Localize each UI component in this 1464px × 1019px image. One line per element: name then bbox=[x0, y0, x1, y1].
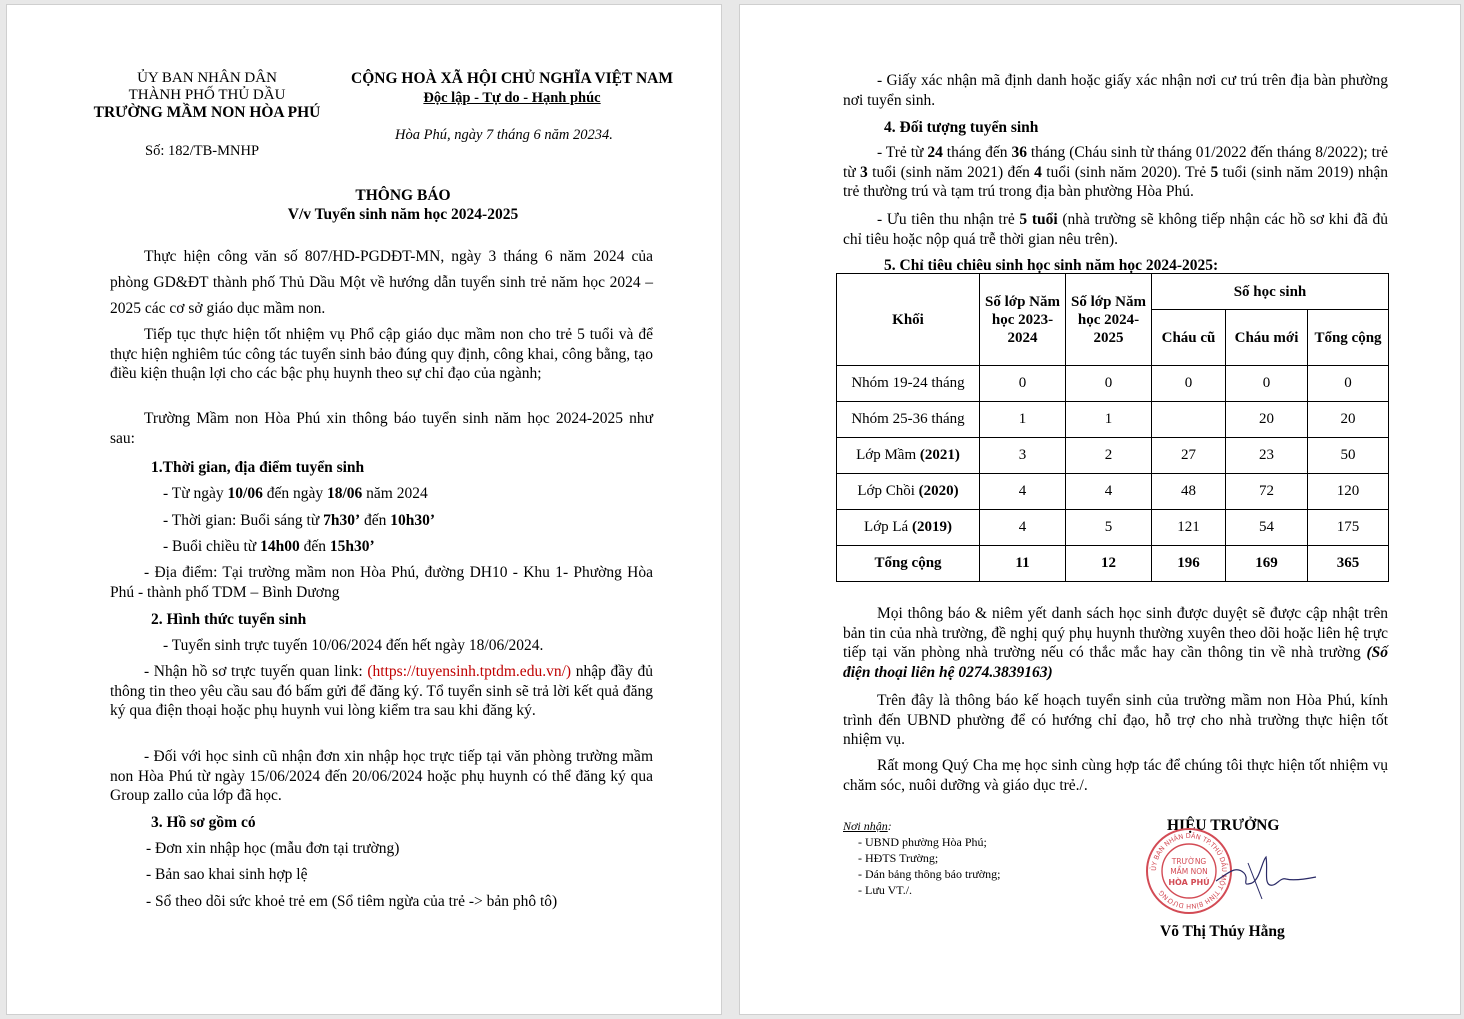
header-classes-2024-2025: Số lớp Năm học 2024-2025 bbox=[1066, 274, 1152, 366]
table-cell: 175 bbox=[1308, 510, 1389, 546]
section-3-item-3: - Sổ theo dõi sức khoẻ trẻ em (Sổ tiêm ngừa của trẻ -> bản phô tô) bbox=[146, 893, 558, 910]
table-cell: 4 bbox=[980, 474, 1066, 510]
table-cell-khoi: Lớp Chồi (2020) bbox=[837, 474, 980, 510]
section-2-online-period: - Tuyển sinh trực tuyến 10/06/2024 đến hết ngày 18/06/2024. bbox=[163, 637, 544, 654]
table-cell: 0 bbox=[1152, 366, 1226, 402]
table-cell: 365 bbox=[1308, 546, 1389, 582]
signatory-name: Võ Thị Thúy Hằng bbox=[1160, 923, 1285, 940]
intro-paragraph-2: Tiếp tục thực hiện tốt nhiệm vụ Phổ cập giáo dục mầm non cho trẻ 5 tuổi và để thực hiện nghiêm túc công tác tuyển sinh bảo đúng quy định, công khai, công bằng, tạo điều kiện thuận lợi cho các bậc phụ huynh theo sự chỉ đạo của ngành; bbox=[110, 326, 653, 382]
closing-paragraph-1: Mọi thông báo & niêm yết danh sách học sinh được duyệt sẽ được cập nhật trên bản tin của nhà trường, đề nghị quý phụ huynh thường xuyên theo dõi hoặc liên hệ trực tiếp tại văn phòng nhà trường nếu có thắc mắc hay cần thông tin về nhà trường (Số điện thoại liên hệ 0274.3839163) bbox=[843, 605, 1388, 681]
notice-subject: V/v Tuyển sinh năm học 2024-2025 bbox=[287, 206, 519, 223]
section-1-morning: - Thời gian: Buổi sáng từ 7h30’ đến 10h30’ bbox=[163, 512, 436, 529]
table-cell: 20 bbox=[1226, 402, 1308, 438]
table-cell: 72 bbox=[1226, 474, 1308, 510]
table-body bbox=[837, 366, 1389, 546]
section-3-item-2: - Bản sao khai sinh hợp lệ bbox=[146, 866, 308, 883]
registration-link[interactable]: (https://tuyensinh.tptdm.edu.vn/) bbox=[367, 663, 572, 680]
table-cell: 196 bbox=[1152, 546, 1226, 582]
table-row bbox=[837, 366, 1389, 402]
handwritten-signature-icon bbox=[1210, 843, 1320, 903]
document-page-1 bbox=[6, 4, 722, 1015]
table-cell-khoi: Lớp Mầm (2021) bbox=[837, 438, 980, 474]
section-3-item-1: - Đơn xin nhập học (mẫu đơn tại trường) bbox=[146, 840, 400, 857]
table-cell: 169 bbox=[1226, 546, 1308, 582]
table-cell: 5 bbox=[1066, 510, 1152, 546]
intro-paragraph-3: Trường Mầm non Hòa Phú xin thông báo tuyển sinh năm học 2024-2025 như sau: bbox=[110, 410, 653, 447]
table-cell-khoi: Nhóm 19-24 tháng bbox=[837, 366, 980, 402]
national-header bbox=[337, 69, 687, 107]
table-cell: 120 bbox=[1308, 474, 1389, 510]
section-2-online-link: - Nhận hồ sơ trực tuyến quan link: (https://tuyensinh.tptdm.edu.vn/) nhập đầy đủ thông tin theo yêu cầu sau đó bấm gửi để đăng ký. Tổ tuyển sinh sẽ trả lời kết quả đăng ký qua điện thoại hoặc phụ huynh vui lòng kiểm tra sau khi đăng ký. bbox=[110, 663, 653, 719]
header-classes-2023-2024: Số lớp Năm học 2023-2024 bbox=[980, 274, 1066, 366]
closing-paragraph-3: Rất mong Quý Cha mẹ học sinh cùng hợp tác để chúng tôi thực hiện tốt nhiệm vụ chăm sóc, nuôi dưỡng và giáo dục trẻ./. bbox=[843, 757, 1388, 794]
table-cell: 11 bbox=[980, 546, 1066, 582]
issuer-school: TRƯỜNG MẦM NON HÒA PHÚ bbox=[93, 104, 321, 121]
table-cell: 0 bbox=[1066, 366, 1152, 402]
issuer-line-1: ỦY BAN NHÂN DÂN bbox=[137, 70, 277, 86]
section-2-heading: 2. Hình thức tuyển sinh bbox=[151, 611, 307, 628]
recipient-item: - HĐTS Trường; bbox=[858, 851, 939, 865]
doc-number: Số: 182/TB-MNHP bbox=[145, 143, 260, 159]
issuer-block bbox=[89, 70, 325, 121]
header-returning: Cháu cũ bbox=[1152, 310, 1226, 366]
seal-line-3: HÒA PHÚ bbox=[1168, 878, 1210, 887]
seal-line-2: MẦM NON bbox=[1170, 867, 1208, 876]
table-cell-khoi: Lớp Lá (2019) bbox=[837, 510, 980, 546]
enrollment-quota-table bbox=[836, 273, 1389, 582]
document-page-2 bbox=[739, 4, 1461, 1015]
section-1-dates: - Từ ngày 10/06 đến ngày 18/06 năm 2024 bbox=[163, 485, 428, 502]
header-new: Cháu mới bbox=[1226, 310, 1308, 366]
table-cell: 121 bbox=[1152, 510, 1226, 546]
issue-date: Hòa Phú, ngày 7 tháng 6 năm 20234. bbox=[395, 127, 613, 143]
signatory-title: HIỆU TRƯỞNG bbox=[1167, 817, 1280, 834]
seal-line-1: TRƯỜNG bbox=[1171, 857, 1207, 866]
table-row bbox=[837, 402, 1389, 438]
section-1-heading: 1.Thời gian, địa điểm tuyển sinh bbox=[151, 459, 365, 476]
header-total: Tổng cộng bbox=[1308, 310, 1389, 366]
section-4-paragraph-2: - Ưu tiên thu nhận trẻ 5 tuổi (nhà trường sẽ không tiếp nhận các hồ sơ khi đã đủ chỉ tiêu hoặc nộp quá trễ thời gian nêu trên). bbox=[843, 211, 1388, 248]
section-5-heading: 5. Chỉ tiêu chiêu sinh học sinh năm học 2024-2025: bbox=[884, 257, 1219, 274]
section-1-afternoon: - Buổi chiều từ 14h00 đến 15h30’ bbox=[163, 538, 375, 555]
section-1-location: - Địa điểm: Tại trường mầm non Hòa Phú, đường DH10 - Khu 1- Phường Hòa Phú - thành phố TDM – Bình Dương bbox=[110, 564, 653, 601]
table-cell: 0 bbox=[1308, 366, 1389, 402]
table-cell: 20 bbox=[1308, 402, 1389, 438]
issuer-line-2: THÀNH PHỐ THỦ DẦU bbox=[128, 87, 286, 103]
table-cell: 0 bbox=[1226, 366, 1308, 402]
recipient-item: - Lưu VT./. bbox=[858, 883, 913, 897]
table-cell: 27 bbox=[1152, 438, 1226, 474]
table-row bbox=[837, 438, 1389, 474]
section-3-heading: 3. Hồ sơ gồm có bbox=[151, 814, 256, 831]
table-cell: 48 bbox=[1152, 474, 1226, 510]
seal-ring-text: ỦY BAN NHÂN DÂN TP.THỦ DẦU MỘT TỈNH BÌNH DƯƠNG bbox=[1149, 831, 1229, 911]
section-4-paragraph-1: - Trẻ từ 24 tháng đến 36 tháng (Cháu sinh từ tháng 01/2022 đến tháng 8/2022); trẻ từ 3 tuổi (sinh năm 2021) đến 4 tuổi (sinh năm 2020). Trẻ 5 tuổi (sinh năm 2019) nhận trẻ thường trú và tạm trú trong địa bàn phường Hòa Phú. bbox=[843, 144, 1388, 200]
header-students: Số học sinh bbox=[1152, 274, 1389, 310]
table-header-row bbox=[837, 274, 1389, 310]
closing-paragraph-2: Trên đây là thông báo kế hoạch tuyển sinh của trường mầm non Hòa Phú, kính trình đến UBND phường để có hướng chỉ đạo, hỗ trợ cho nhà trường thực hiện tốt nhiệm vụ. bbox=[843, 692, 1388, 748]
recipient-item: - UBND phường Hòa Phú; bbox=[858, 835, 987, 849]
table-cell: 1 bbox=[980, 402, 1066, 438]
table-row bbox=[837, 474, 1389, 510]
table-row bbox=[837, 510, 1389, 546]
national-motto: Độc lập - Tự do - Hạnh phúc bbox=[423, 90, 601, 106]
table-total-row bbox=[837, 546, 1389, 582]
header-khoi: Khối bbox=[837, 274, 980, 366]
section-2-returning-students: - Đối với học sinh cũ nhận đơn xin nhập học trực tiếp tại văn phòng trường mầm non Hòa Phú từ ngày 15/06/2024 đến 20/06/2024 hoặc phụ huynh có thể đăng ký qua Group zallo của lớp đã học. bbox=[110, 748, 653, 804]
recipients-label: Nơi nhận: bbox=[843, 819, 892, 833]
table-cell: 23 bbox=[1226, 438, 1308, 474]
recipient-item: - Dán bảng thông báo trường; bbox=[858, 867, 1001, 881]
table-cell: 1 bbox=[1066, 402, 1152, 438]
national-name: CỘNG HOÀ XÃ HỘI CHỦ NGHĨA VIỆT NAM bbox=[351, 70, 673, 87]
intro-paragraph-1: Thực hiện công văn số 807/HD-PGDĐT-MN, ngày 3 tháng 6 năm 2024 của phòng GD&ĐT thành phố Thủ Dầu Một về hướng dẫn tuyển sinh trẻ năm học 2024 – 2025 các cơ sở giáo dục mầm non. bbox=[110, 248, 653, 317]
table-cell bbox=[1152, 402, 1226, 438]
table-cell: 50 bbox=[1308, 438, 1389, 474]
section-4-heading: 4. Đối tượng tuyển sinh bbox=[884, 119, 1039, 136]
table-cell-khoi: Nhóm 25-36 tháng bbox=[837, 402, 980, 438]
table-cell: 12 bbox=[1066, 546, 1152, 582]
section-3-item-4: - Giấy xác nhận mã định danh hoặc giấy xác nhận nơi cư trú trên địa bàn phường nơi tuyển sinh. bbox=[843, 72, 1388, 109]
table-cell: 4 bbox=[1066, 474, 1152, 510]
table-cell: 2 bbox=[1066, 438, 1152, 474]
table-cell: Tổng cộng bbox=[837, 546, 980, 582]
table-cell: 54 bbox=[1226, 510, 1308, 546]
table-cell: 4 bbox=[980, 510, 1066, 546]
notice-title: THÔNG BÁO bbox=[355, 187, 451, 204]
table-cell: 3 bbox=[980, 438, 1066, 474]
table-cell: 0 bbox=[980, 366, 1066, 402]
